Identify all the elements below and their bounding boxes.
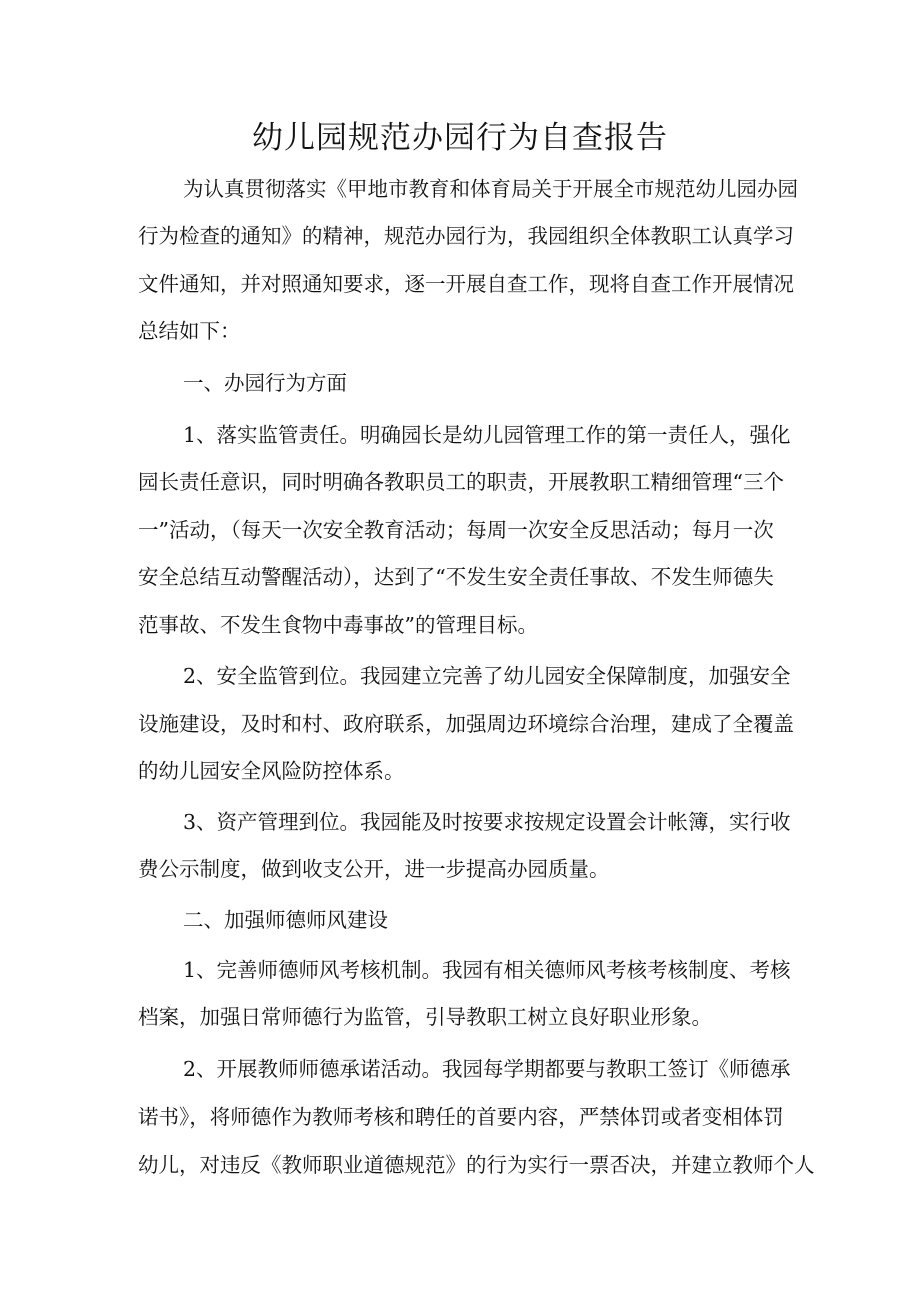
paragraph-line: 文件通知，并对照通知要求，逐一开展自查工作，现将自查工作开展情况 [138,272,794,296]
paragraph-line: 的幼儿园安全风险防控体系。 [138,759,405,783]
paragraph-line: 1、完善师德师风考核机制。我园有相关德师风考核考核制度、考核 [183,958,791,982]
paragraph-line: 总结如下： [138,319,241,343]
section-heading: 一、办园行为方面 [183,371,347,395]
paragraph-line: 安全总结互动警醒活动），达到了“不发生安全责任事故、不发生师德失 [138,565,774,589]
paragraph-line: 2、开展教师师德承诺活动。我园每学期都要与教职工签订《师德承 [183,1057,791,1081]
paragraph-line: 范事故、不发生食物中毒事故”的管理目标。 [138,613,538,637]
paragraph-line: 行为检查的通知》的精神，规范办园行为，我园组织全体教职工认真学习 [138,224,794,248]
paragraph-line: 1、落实监管责任。明确园长是幼儿园管理工作的第一责任人，强化 [183,423,791,447]
paragraph-line: 档案，加强日常师德行为监管，引导教职工树立良好职业形象。 [138,1005,712,1029]
paragraph-line: 设施建设，及时和村、政府联系，加强周边环境综合治理，建成了全覆盖 [138,712,794,736]
paragraph-line: 园长责任意识，同时明确各教职员工的职责，开展教职工精细管理“三个 [138,470,784,494]
paragraph-line: 3、资产管理到位。我园能及时按要求按规定设置会计帐簿，实行收 [183,810,791,834]
paragraph-line: 诺书》，将师德作为教师考核和聘任的首要内容，严禁体罚或者变相体罚 [138,1105,784,1129]
paragraph-line: 一”活动，（每天一次安全教育活动；每周一次安全反思活动；每月一次 [138,518,774,542]
paragraph-line: 2、安全监管到位。我园建立完善了幼儿园安全保障制度，加强安全 [183,664,791,688]
paragraph-line: 费公示制度，做到收支公开，进一步提高办园质量。 [138,857,610,881]
paragraph-line: 为认真贯彻落实《甲地市教育和体育局关于开展全市规范幼儿园办园 [183,177,798,201]
section-heading: 二、加强师德师风建设 [183,908,388,932]
paragraph-line: 幼儿，对违反《教师职业道德规范》的行为实行一票否决，并建立教师个人 [138,1153,815,1177]
document-title: 幼儿园规范办园行为自查报告 [252,120,668,156]
